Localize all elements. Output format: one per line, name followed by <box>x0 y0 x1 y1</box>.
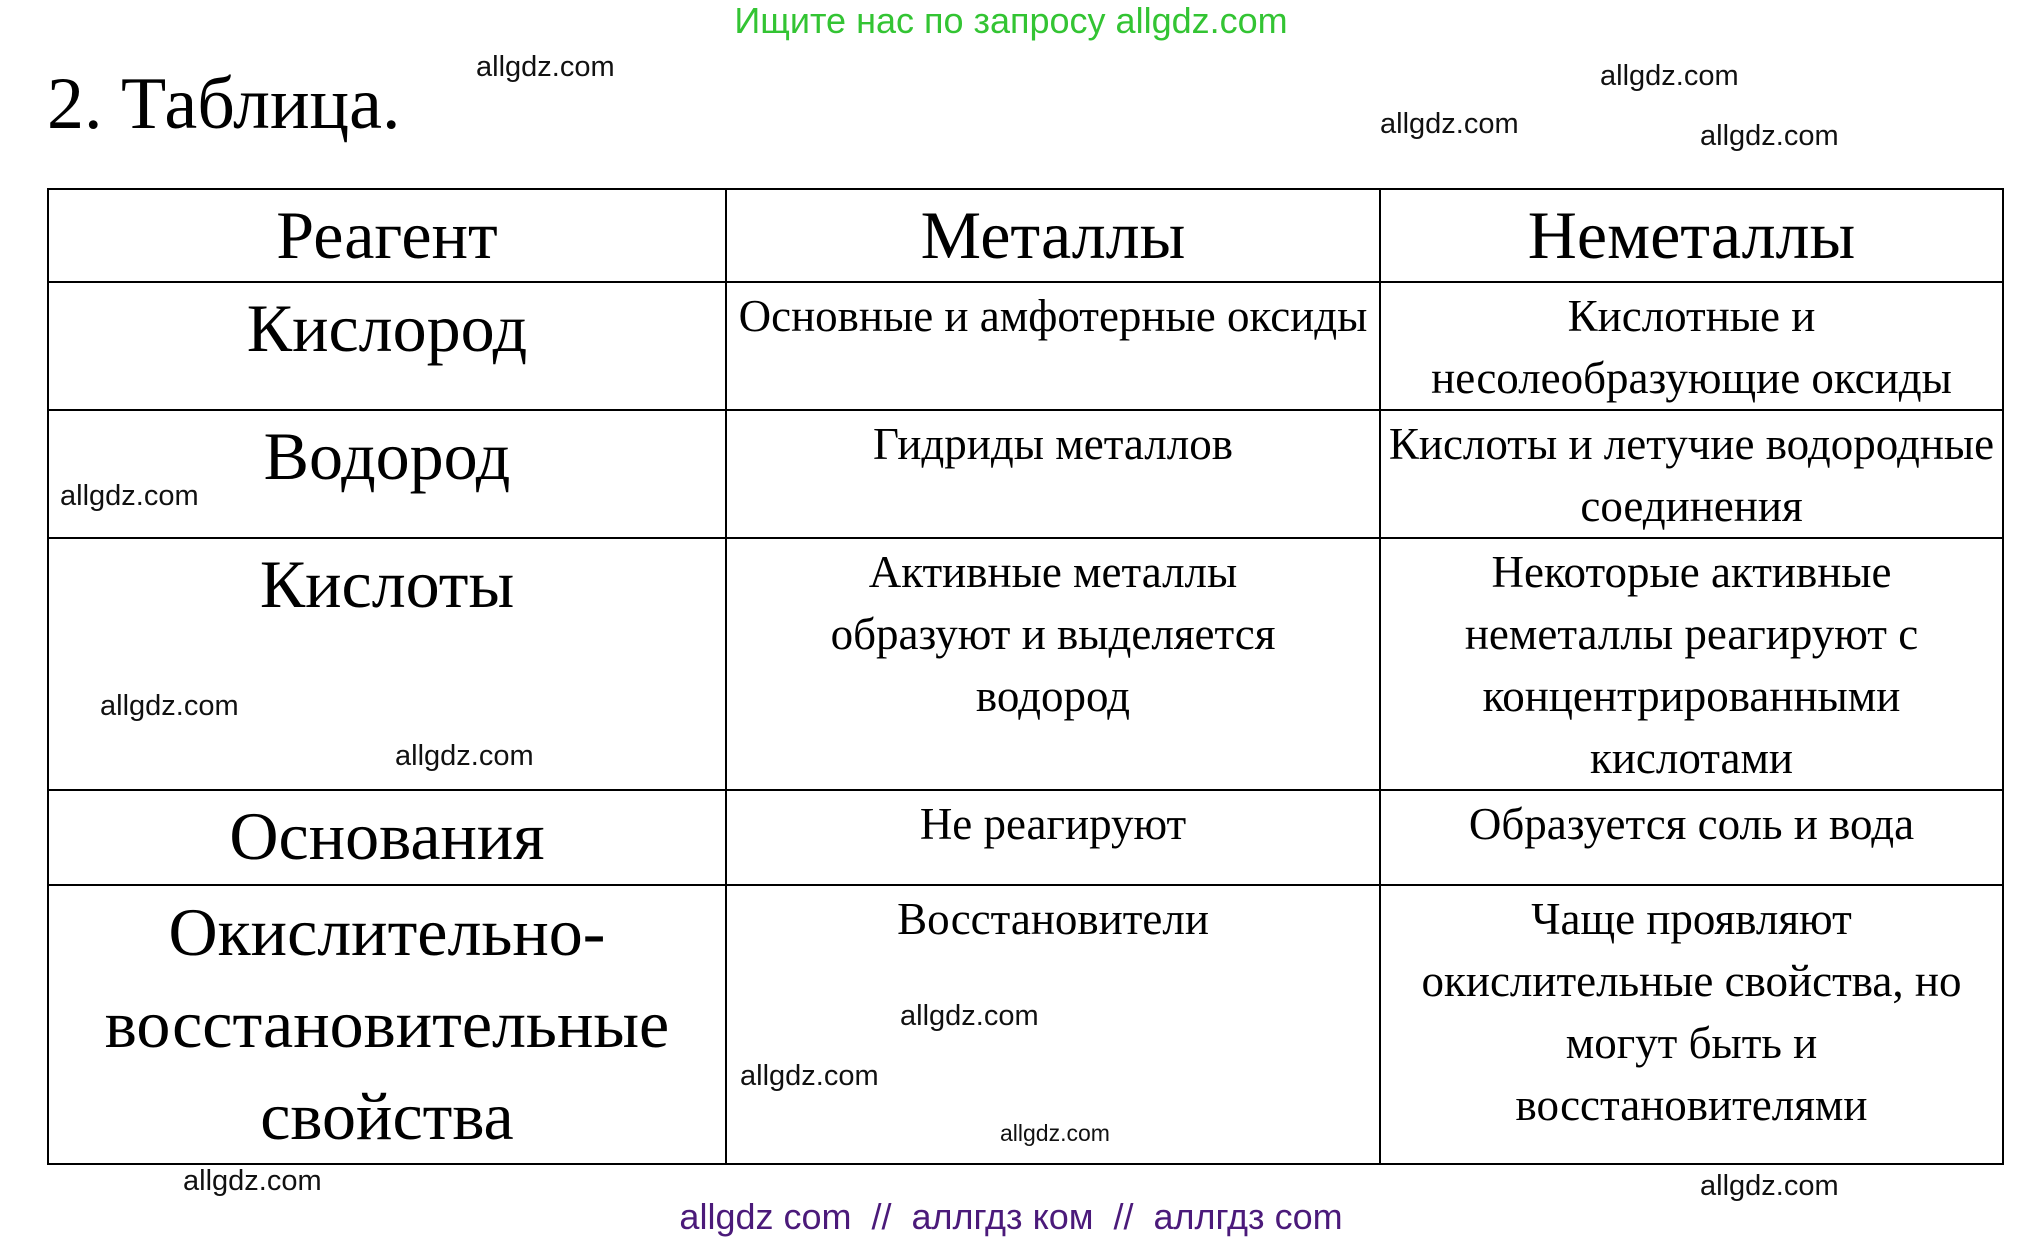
metals-cell: Не реагируют <box>726 790 1380 885</box>
header-nonmetals: Неметаллы <box>1380 189 2003 282</box>
table-row <box>48 538 2003 790</box>
watermark: allgdz.com <box>1600 60 1739 92</box>
watermark: allgdz.com <box>395 740 534 772</box>
table-header-row <box>48 189 2003 282</box>
search-banner: Ищите нас по запросу allgdz.com <box>734 0 1288 41</box>
watermark: allgdz.com <box>100 690 239 722</box>
watermark: allgdz.com <box>183 1165 322 1197</box>
header-reagent: Реагент <box>48 189 726 282</box>
nonmetals-cell: Образуется соль и вода <box>1380 790 2003 885</box>
nonmetals-cell: Чаще проявляют окислительные свойства, но могут быть и восстановителями <box>1380 885 2003 1164</box>
metals-cell: Восстановители <box>726 885 1380 1164</box>
watermark: allgdz.com <box>900 1000 1039 1032</box>
header-metals: Металлы <box>726 189 1380 282</box>
reagent-cell: Окислительно-восстановительные свойства <box>48 885 726 1164</box>
table-row <box>48 410 2003 538</box>
reagent-cell: Водород <box>48 410 726 538</box>
reagent-cell: Кислоты <box>48 538 726 790</box>
watermark: allgdz.com <box>1380 108 1519 140</box>
watermark: allgdz.com <box>1700 1170 1839 1202</box>
metals-cell: Основные и амфотерные оксиды <box>726 282 1380 410</box>
reagent-cell: Кислород <box>48 282 726 410</box>
table-row <box>48 282 2003 410</box>
page-title: 2. Таблица. <box>47 63 401 145</box>
nonmetals-cell: Кислотные и несолеобразующие оксиды <box>1380 282 2003 410</box>
watermark: allgdz.com <box>476 51 615 83</box>
table-row <box>48 790 2003 885</box>
watermark: allgdz.com <box>1000 1120 1110 1146</box>
metals-cell: Гидриды металлов <box>726 410 1380 538</box>
nonmetals-cell: Некоторые активные неметаллы реагируют с концентрированными кислотами <box>1380 538 2003 790</box>
watermark: allgdz.com <box>1700 120 1839 152</box>
watermark: allgdz.com <box>60 480 199 512</box>
metals-cell: Активные металлы образуют и выделяется водород <box>726 538 1380 790</box>
footer-links: allgdz com // аллгдз ком // аллгдз com <box>679 1196 1343 1237</box>
watermark: allgdz.com <box>740 1060 879 1092</box>
nonmetals-cell: Кислоты и летучие водородные соединения <box>1380 410 2003 538</box>
reagent-cell: Основания <box>48 790 726 885</box>
